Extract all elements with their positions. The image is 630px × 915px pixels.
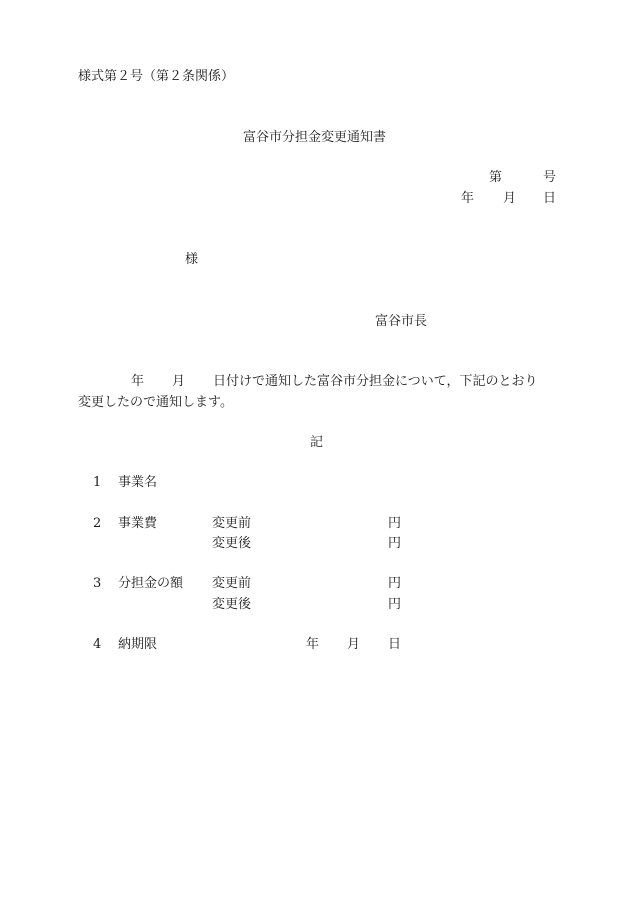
item-4-year: 年 [306, 637, 320, 652]
item-1-number: 1 [93, 475, 102, 490]
item-1-label: 事業名 [118, 475, 158, 490]
doc-number-suffix: 号 [543, 170, 557, 185]
item-4-label: 納期限 [118, 637, 158, 652]
item-2-after-label: 変更後 [212, 536, 252, 551]
issuer: 富谷市長 [375, 314, 428, 329]
item-4-day: 日 [388, 637, 402, 652]
item-2-after-unit: 円 [388, 536, 402, 551]
date-year: 年 [461, 191, 475, 206]
item-3-label: 分担金の額 [118, 576, 184, 591]
document-title: 富谷市分担金変更通知書 [243, 130, 387, 145]
item-3-after-label: 変更後 [212, 597, 252, 612]
body-year: 年 [131, 374, 145, 389]
item-2-number: 2 [93, 516, 102, 531]
date-day: 日 [543, 191, 557, 206]
item-3-before-label: 変更前 [212, 576, 252, 591]
item-2-label: 事業費 [118, 516, 158, 531]
item-3-number: 3 [93, 576, 102, 591]
item-3-before-unit: 円 [388, 576, 402, 591]
item-4-number: 4 [93, 637, 102, 652]
date-month: 月 [503, 191, 517, 206]
body-line2-text: 変更したので通知します。 [78, 395, 233, 410]
item-3-after-unit: 円 [388, 597, 402, 612]
item-2-before-unit: 円 [388, 516, 402, 531]
body-month: 月 [172, 374, 186, 389]
body-line1-text: 日付けで通知した富谷市分担金について，下記のとおり [213, 374, 538, 389]
item-2-before-label: 変更前 [212, 516, 252, 531]
form-number: 様式第２号（第２条関係） [78, 69, 235, 84]
item-4-month: 月 [347, 637, 361, 652]
ki-heading: 記 [310, 435, 324, 450]
addressee-suffix: 様 [185, 252, 199, 267]
doc-number-prefix: 第 [489, 170, 503, 185]
